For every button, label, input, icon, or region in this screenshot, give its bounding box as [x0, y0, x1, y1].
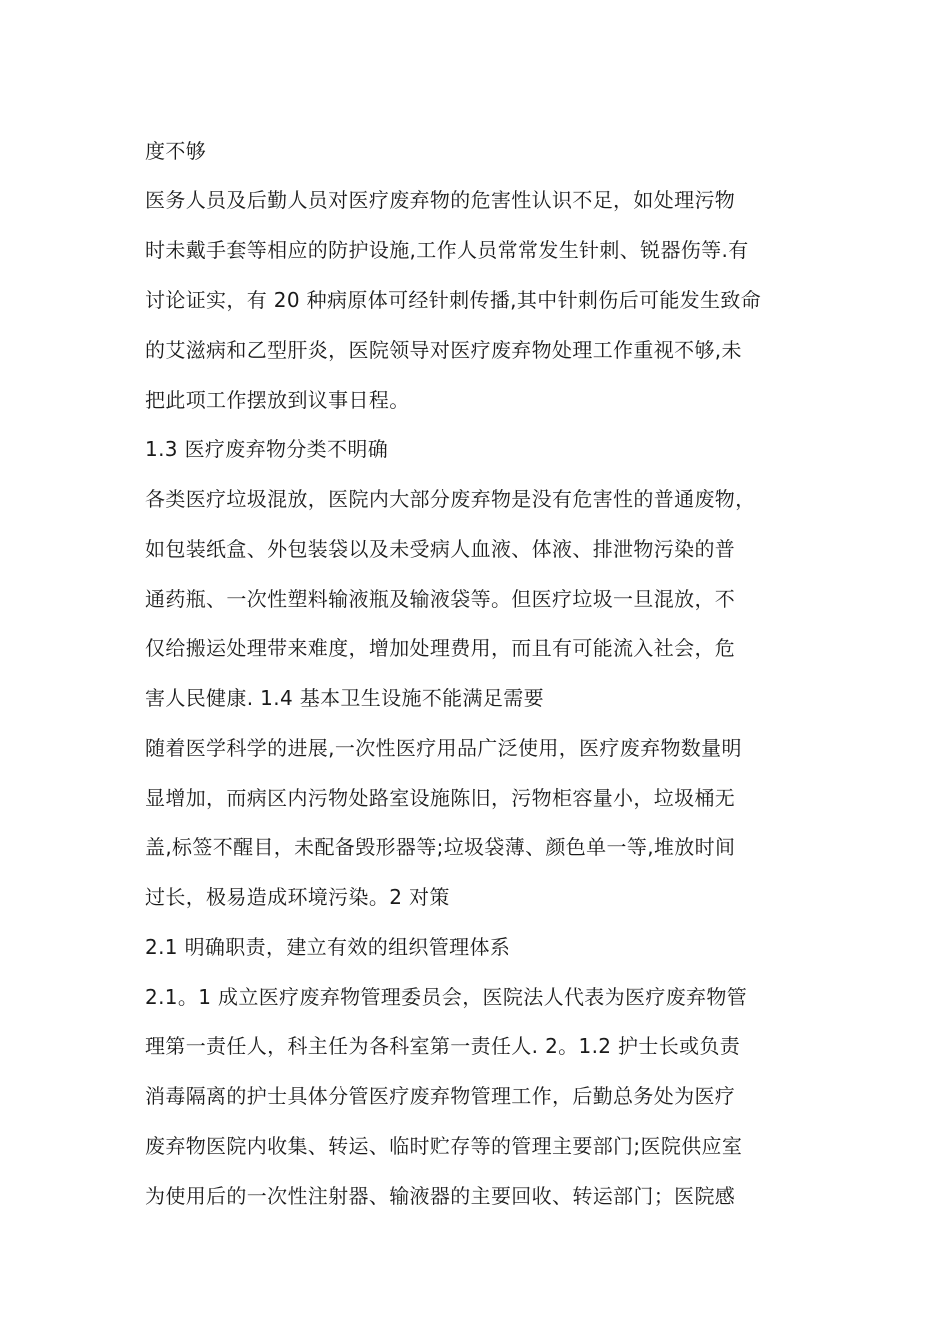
text-line: 理第一责任人，科主任为各科室第一责任人. 2。1.2 护士长或负责 [145, 1034, 741, 1058]
text-line: 的艾滋病和乙型肝炎，医院领导对医疗废弃物处理工作重视不够,未 [145, 338, 742, 362]
text-line: 讨论证实，有 20 种病原体可经针刺传播,其中针刺伤后可能发生致命 [145, 288, 762, 312]
text-line: 消毒隔离的护士具体分管医疗废弃物管理工作，后勤总务处为医疗 [145, 1084, 736, 1108]
text-line: 2.1。1 成立医疗废弃物管理委员会，医院法人代表为医疗废弃物管 [145, 985, 748, 1009]
text-line: 如包装纸盒、外包装袋以及未受病人血液、体液、排泄物污染的普 [145, 537, 736, 561]
text-line: 盖,标签不醒目，未配备毁形器等;垃圾袋薄、颜色单一等,堆放时间 [145, 835, 736, 859]
text-line: 过长，极易造成环境污染。2 对策 [145, 885, 450, 909]
text-line: 通药瓶、一次性塑料输液瓶及输液袋等。但医疗垃圾一旦混放，不 [145, 587, 736, 611]
text-line: 各类医疗垃圾混放，医院内大部分废弃物是没有危害性的普通废物， [145, 487, 756, 511]
text-line: 仅给搬运处理带来难度，增加处理费用，而且有可能流入社会，危 [145, 636, 736, 660]
text-line: 时未戴手套等相应的防护设施,工作人员常常发生针刺、锐器伤等.有 [145, 238, 749, 262]
text-line: 度不够 [145, 139, 207, 163]
section-heading: 1.3 医疗废弃物分类不明确 [145, 437, 389, 461]
text-line: 显增加，而病区内污物处路室设施陈旧，污物柜容量小，垃圾桶无 [145, 786, 736, 810]
text-line: 随着医学科学的进展,一次性医疗用品广泛使用，医疗废弃物数量明 [145, 736, 742, 760]
text-line: 害人民健康. 1.4 基本卫生设施不能满足需要 [145, 686, 544, 710]
text-line: 把此项工作摆放到议事日程。 [145, 388, 410, 412]
text-line: 医务人员及后勤人员对医疗废弃物的危害性认识不足，如处理污物 [145, 188, 736, 212]
text-line: 废弃物医院内收集、转运、临时贮存等的管理主要部门;医院供应室 [145, 1134, 743, 1158]
section-heading: 2.1 明确职责，建立有效的组织管理体系 [145, 935, 511, 959]
text-line: 为使用后的一次性注射器、输液器的主要回收、转运部门；医院感 [145, 1184, 736, 1208]
